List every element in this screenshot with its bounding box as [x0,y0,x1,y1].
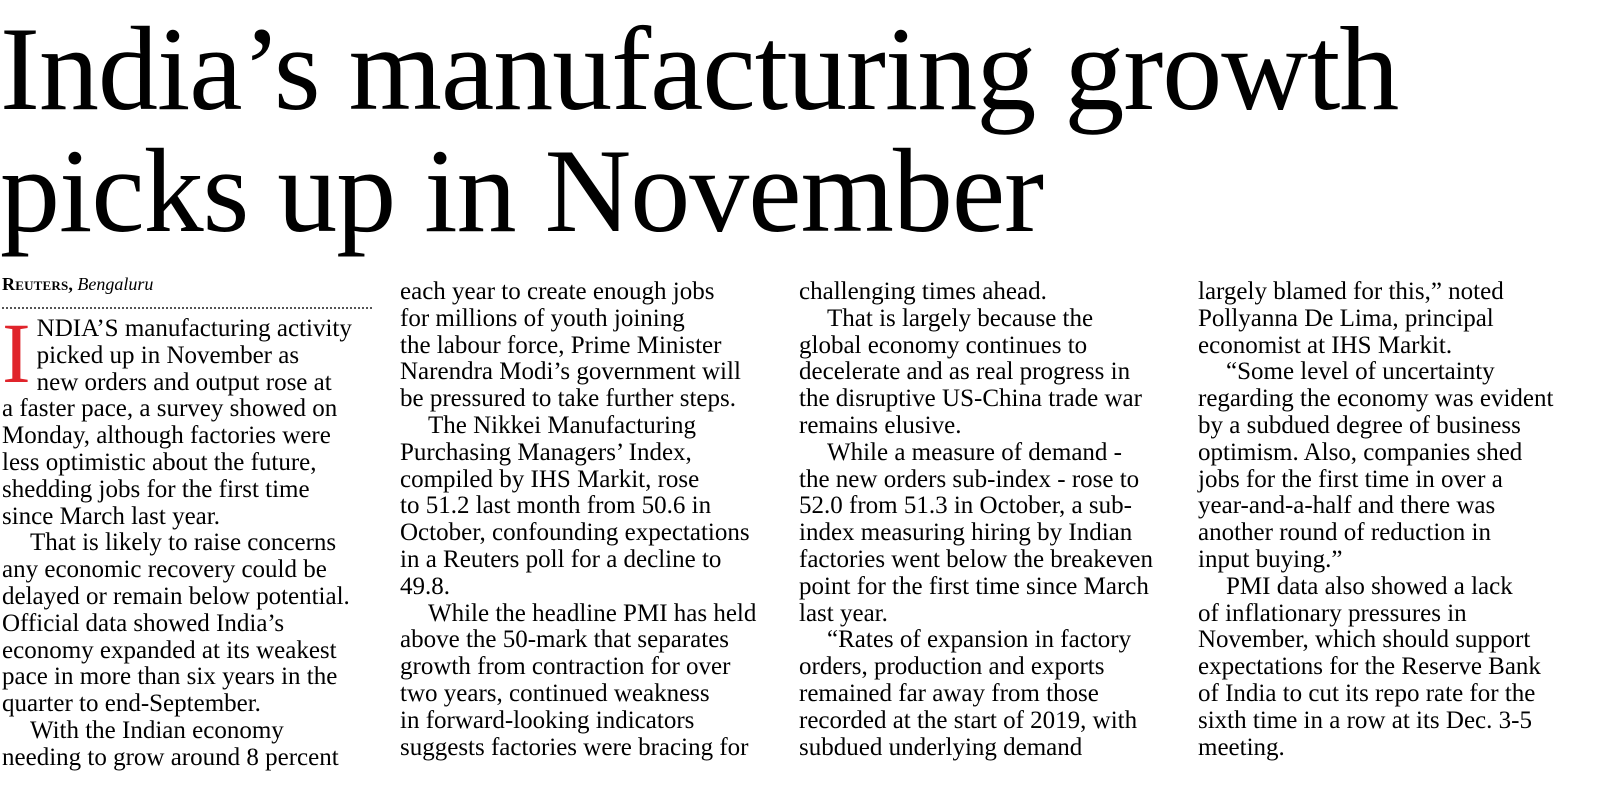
article-line: a faster pace, a survey showed on [2,395,338,423]
article-line: decelerate and as real progress in [799,358,1131,386]
article-line: factories went below the breakeven [799,545,1154,573]
article-line: year-and-a-half and there was [1198,492,1496,520]
article-line: pace in more than six years in the [2,663,338,691]
article-line: “Some level of uncertainty [1226,358,1495,386]
article-line: new orders and output rose at [36,368,332,396]
article-line: Monday, although factories were [2,422,331,450]
article-line: economist at IHS Markit. [1198,331,1453,359]
article-line: While a measure of demand - [827,438,1123,466]
article-line: 52.0 from 51.3 in October, a sub- [799,492,1132,520]
headline-line-1: India’s manufacturing growth [0,2,1399,135]
headline-line-2: picks up in November [0,124,1044,257]
article-line: November, which should support [1198,626,1531,654]
article-line: quarter to end-September. [2,690,261,718]
article-line: less optimistic about the future, [2,448,317,476]
article-line: in forward-looking indicators [400,706,695,734]
article-column-1 [2,305,382,772]
article-line: by a subdued degree of business [1198,411,1521,439]
article-line: for millions of youth joining [400,304,685,332]
article-line: That is likely to raise concerns [30,529,337,557]
article-line: That is largely because the [827,304,1094,332]
byline [2,273,372,309]
article-line: shedding jobs for the first time [2,475,310,503]
article-line: of inflationary pressures in [1198,599,1467,627]
article-line: Pollyanna De Lima, principal [1198,304,1494,332]
headline [0,2,1614,257]
article-line: needing to grow around 8 percent [2,743,339,771]
article-line: each year to create enough jobs [400,278,715,305]
article-line: any economic recovery could be [2,556,327,584]
article-line: While the headline PMI has held [428,599,757,627]
article-line: be pressured to take further steps. [400,385,736,413]
article-line: subdued underlying demand [799,733,1083,761]
article-line: “Rates of expansion in factory [827,626,1132,654]
article-line: of India to cut its repo rate for the [1198,679,1536,707]
article-line: Official data showed India’s [2,609,285,637]
article-line: the disruptive US-China trade war [799,385,1142,413]
article-line: October, confounding expectations [400,519,750,547]
article-line: the labour force, Prime Minister [400,331,722,359]
byline-agency: Reuters [2,274,69,294]
article-line: sixth time in a row at its Dec. 3-5 [1198,706,1532,734]
article-line: to 51.2 last month from 50.6 in [400,492,712,520]
article-line: expectations for the Reserve Bank [1198,653,1541,681]
article-line: remained far away from those [799,679,1099,707]
article-line: challenging times ahead. [799,278,1047,305]
drop-cap: I [2,305,31,401]
article-line: the new orders sub-index - rose to [799,465,1140,493]
article-column-3 [799,279,1179,761]
article-line: global economy continues to [799,331,1088,359]
article-line: regarding the economy was evident [1198,385,1554,413]
article-line: remains elusive. [799,411,962,439]
article-line: input buying.” [1198,545,1343,573]
article-line: jobs for the first time in over a [1198,465,1503,493]
article-line: With the Indian economy [30,716,284,744]
article-line: largely blamed for this,” noted [1198,278,1504,305]
article-column-4 [1198,279,1612,761]
article-line: meeting. [1198,733,1285,761]
article-column-2 [400,279,780,761]
article-line: since March last year. [2,502,220,530]
article-line: growth from contraction for over [400,653,731,681]
article-line: delayed or remain below potential. [2,582,350,610]
article-line: economy expanded at its weakest [2,636,337,664]
byline-location: Bengaluru [77,274,154,294]
article-line: Narendra Modi’s government will [400,358,741,386]
article-line: above the 50-mark that separates [400,626,730,654]
article-line: orders, production and exports [799,653,1105,681]
article-line: another round of reduction in [1198,519,1491,547]
article-line: compiled by IHS Markit, rose [400,465,700,493]
article-line: in a Reuters poll for a decline to [400,545,722,573]
article-line: suggests factories were bracing for [400,733,749,761]
article-line: point for the first time since March [799,572,1149,600]
article-line: Purchasing Managers’ Index, [400,438,692,466]
article-line: PMI data also showed a lack [1226,572,1513,600]
article-line: recorded at the start of 2019, with [799,706,1138,734]
article-line: The Nikkei Manufacturing [428,411,696,439]
article-line: NDIA’S manufacturing activity [36,315,352,342]
article-line: two years, continued weakness [400,679,710,707]
article-line: 49.8. [400,572,450,600]
article-line: index measuring hiring by Indian [799,519,1133,547]
article-line: picked up in November as [36,341,300,369]
byline-separator: , [68,274,73,294]
article-line: last year. [799,599,888,627]
article-line: optimism. Also, companies shed [1198,438,1523,466]
